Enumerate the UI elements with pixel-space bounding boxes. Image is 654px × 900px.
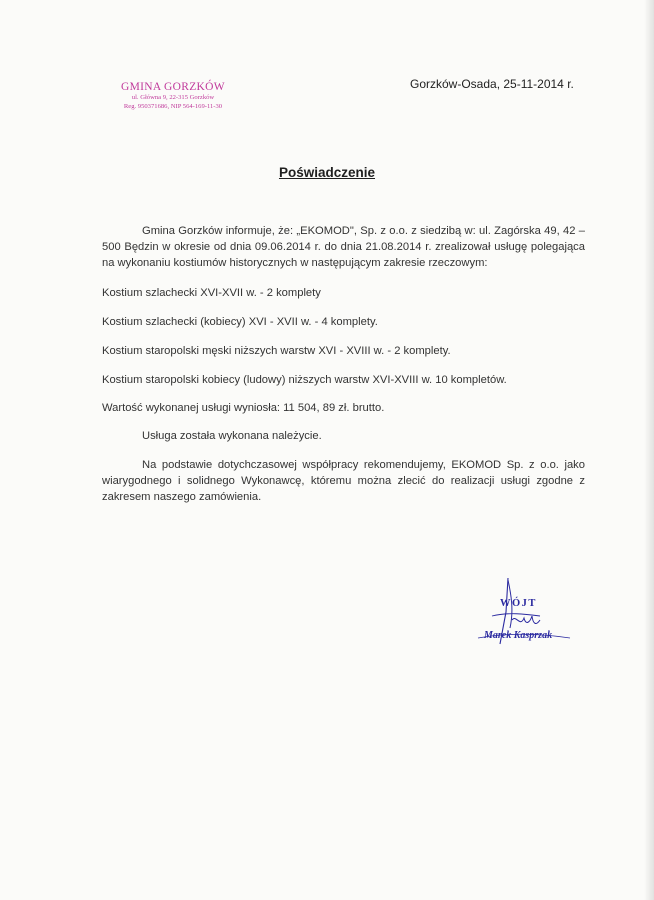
completion-line: Usługa została wykonana należycie. [142,429,322,442]
scan-edge-shadow [644,0,654,900]
list-item: Kostium staropolski męski niższych warstw XVI - XVIII w. - 2 komplety. [102,344,451,357]
stamp-name: GMINA GORZKÓW [121,81,225,93]
recommendation-paragraph: Na podstawie dotychczasowej współpracy rekomendujemy, EKOMOD Sp. z o.o. jako wiarygodnego i solidnego Wykonawcę, któremu można zlecić do realizacji usługi zgodne z zakresem naszego zamówienia. [102,458,585,504]
signature-name: Marek Kasprzak [484,630,553,641]
document-title: Poświadczenie [278,165,376,180]
signature-title: WÓJT [500,598,537,609]
municipality-stamp [104,80,242,111]
list-item: Kostium szlachecki (kobiecy) XVI - XVII w. - 4 komplety. [102,315,378,328]
list-item: Kostium szlachecki XVI-XVII w. - 2 komplety [102,286,321,299]
signature-block [470,572,580,652]
stamp-address: ul. Główna 9, 22-315 Gorzków [131,94,215,101]
intro-paragraph: Gmina Gorzków informuje, że: „EKOMOD", Sp. z o.o. z siedzibą w: ul. Zagórska 49, 42 – 500 Będzin w okresie od dnia 09.06.2014 r. do dnia 21.08.2014 r. zrealizował usługę polegająca na wykonaniu kostiumów historycznych w następującym zakresie rzeczowym: [102,225,585,270]
items-list [102,285,585,388]
place-and-date: Gorzków-Osada, 25-11-2014 r. [410,77,574,91]
stamp-registry: Reg. 950371686, NIP 564-169-11-30 [123,102,223,110]
document-body [102,223,585,505]
list-item: Kostium staropolski kobiecy (ludowy) niższych warstw XVI-XVIII w. 10 kompletów. [102,373,507,386]
value-line: Wartość wykonanej usługi wyniosła: 11 504, 89 zł. brutto. [102,401,385,414]
